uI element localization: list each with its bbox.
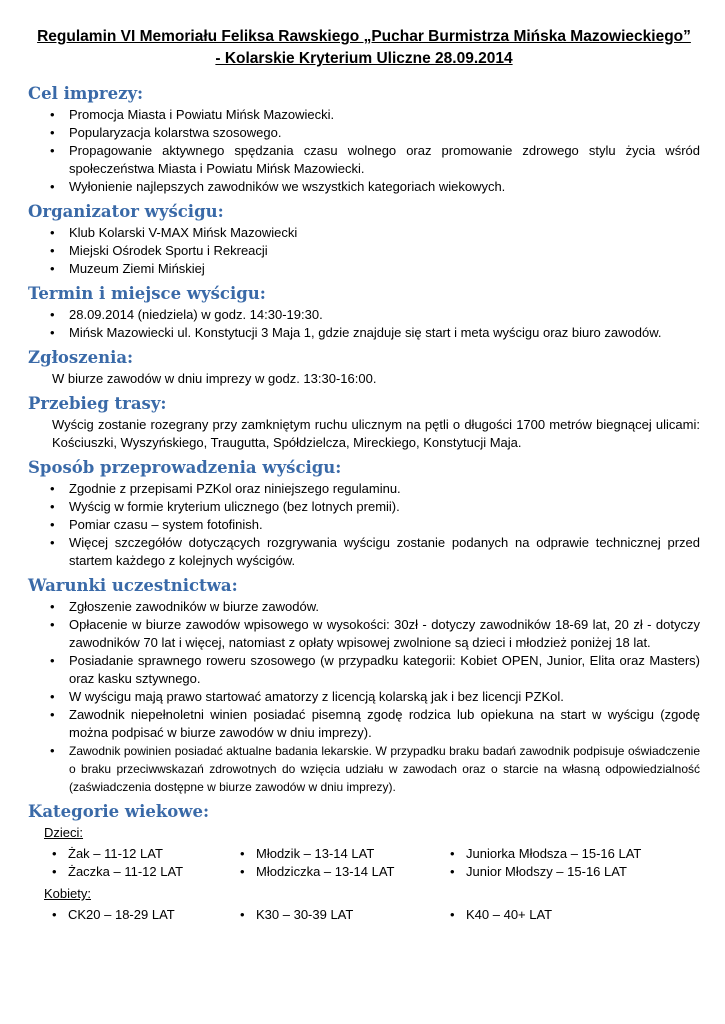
sposob-list: [28, 480, 700, 570]
list-item: • Zawodnik niepełnoletni winien posiadać pisemną zgodę rodzica lub opiekuna na start w wyścigu (zgodę można podpisać w biurze zawodów w dniu imprezy).: [28, 706, 700, 742]
section-heading-sposob: Sposób przeprowadzenia wyścigu:: [28, 458, 342, 477]
category-item: • Junior Młodszy – 15-16 LAT: [444, 863, 654, 881]
section-heading-organizator: Organizator wyścigu:: [28, 202, 224, 221]
list-item: • 28.09.2014 (niedziela) w godz. 14:30-19:30.: [28, 306, 700, 324]
list-item: • Wyłonienie najlepszych zawodników we wszystkich kategoriach wiekowych.: [28, 178, 700, 196]
list-item: • Posiadanie sprawnego roweru szosowego (w przypadku kategorii: Kobiet OPEN, Junior, Elita oraz Masters) oraz kasku sztywnego.: [28, 652, 700, 688]
list-item: • Klub Kolarski V-MAX Mińsk Mazowiecki: [28, 224, 700, 242]
section-heading-warunki: Warunki uczestnictwa:: [28, 576, 238, 595]
document-title-line2: - Kolarskie Kryterium Uliczne 28.09.2014: [215, 50, 513, 67]
termin-list: [28, 306, 700, 342]
list-item: • Muzeum Ziemi Mińskiej: [28, 260, 700, 278]
list-item: • Zgłoszenie zawodników w biurze zawodów.: [28, 598, 700, 616]
category-grid-dzieci: [28, 845, 700, 881]
category-item: • Młodziczka – 13-14 LAT: [234, 863, 444, 881]
list-item: • Miejski Ośrodek Sportu i Rekreacji: [28, 242, 700, 260]
zgloszenia-text: W biurze zawodów w dniu imprezy w godz. 13:30-16:00.: [52, 371, 377, 386]
list-item: • Promocja Miasta i Powiatu Mińsk Mazowiecki.: [28, 106, 700, 124]
list-item: • Propagowanie aktywnego spędzania czasu wolnego oraz promowanie zdrowego stylu życia wśród społeczeństwa Miasta i Powiatu Mińsk Mazowiecki.: [28, 142, 700, 178]
section-heading-cel: Cel imprezy:: [28, 84, 144, 103]
list-item: • W wyścigu mają prawo startować amatorzy z licencją kolarską jak i bez licencji PZKol.: [28, 688, 700, 706]
category-item: • Żaczka – 11-12 LAT: [46, 863, 234, 881]
category-group-label-kobiety: Kobiety:: [44, 886, 91, 901]
category-item: • Żak – 11-12 LAT: [46, 845, 234, 863]
list-item: • Opłacenie w biurze zawodów wpisowego w wysokości: 30zł - dotyczy zawodników 18-69 lat, 20 zł - dotyczy zawodników 70 lat i więcej, natomiast z opłaty wpisowej zwolnione są dzieci i młodzież poniżej 18 lat.: [28, 616, 700, 652]
cel-list: [28, 106, 700, 196]
warunki-list: [28, 598, 700, 796]
category-item: • Juniorka Młodsza – 15-16 LAT: [444, 845, 654, 863]
category-item: • K40 – 40+ LAT: [444, 906, 654, 924]
category-item: • K30 – 30-39 LAT: [234, 906, 444, 924]
section-heading-przebieg: Przebieg trasy:: [28, 394, 167, 413]
list-item: • Pomiar czasu – system fotofinish.: [28, 516, 700, 534]
section-heading-termin: Termin i miejsce wyścigu:: [28, 284, 266, 303]
document-page: [28, 26, 700, 928]
section-heading-kategorie: Kategorie wiekowe:: [28, 802, 210, 821]
organizator-list: [28, 224, 700, 278]
przebieg-text: Wyścig zostanie rozegrany przy zamkniętym ruchu ulicznym na pętli o długości 1700 metrów biegnącej ulicami: Kościuszki, Wyszyńskiego, Traugutta, Spółdzielcza, Mireckiego, Konstytucji Maja.: [52, 417, 700, 450]
category-group-label-dzieci: Dzieci:: [44, 825, 84, 840]
document-title-line1: Regulamin VI Memoriału Feliksa Rawskiego „Puchar Burmistrza Mińska Mazowieckiego”: [37, 28, 691, 45]
list-item: • Popularyzacja kolarstwa szosowego.: [28, 124, 700, 142]
list-item: • Zgodnie z przepisami PZKol oraz niniejszego regulaminu.: [28, 480, 700, 498]
category-grid-kobiety: [28, 906, 700, 924]
list-item: • Zawodnik powinien posiadać aktualne badania lekarskie. W przypadku braku badań zawodnik podpisuje oświadczenie o braku przeciwwskazań zdrowotnych do wzięcia udziału w zawodach oraz o starcie na własną odpowiedzialność (zaświadczenia dostępne w biurze zawodów w dniu imprezy).: [28, 742, 700, 796]
category-item: • Młodzik – 13-14 LAT: [234, 845, 444, 863]
section-heading-zgloszenia: Zgłoszenia:: [28, 348, 134, 367]
list-item: • Mińsk Mazowiecki ul. Konstytucji 3 Maja 1, gdzie znajduje się start i meta wyścigu oraz biuro zawodów.: [28, 324, 700, 342]
list-item: • Więcej szczegółów dotyczących rozgrywania wyścigu zostanie podanych na odprawie technicznej przed startem każdego z kolejnych wyścigów.: [28, 534, 700, 570]
list-item: • Wyścig w formie kryterium ulicznego (bez lotnych premii).: [28, 498, 700, 516]
category-item: • CK20 – 18-29 LAT: [46, 906, 234, 924]
